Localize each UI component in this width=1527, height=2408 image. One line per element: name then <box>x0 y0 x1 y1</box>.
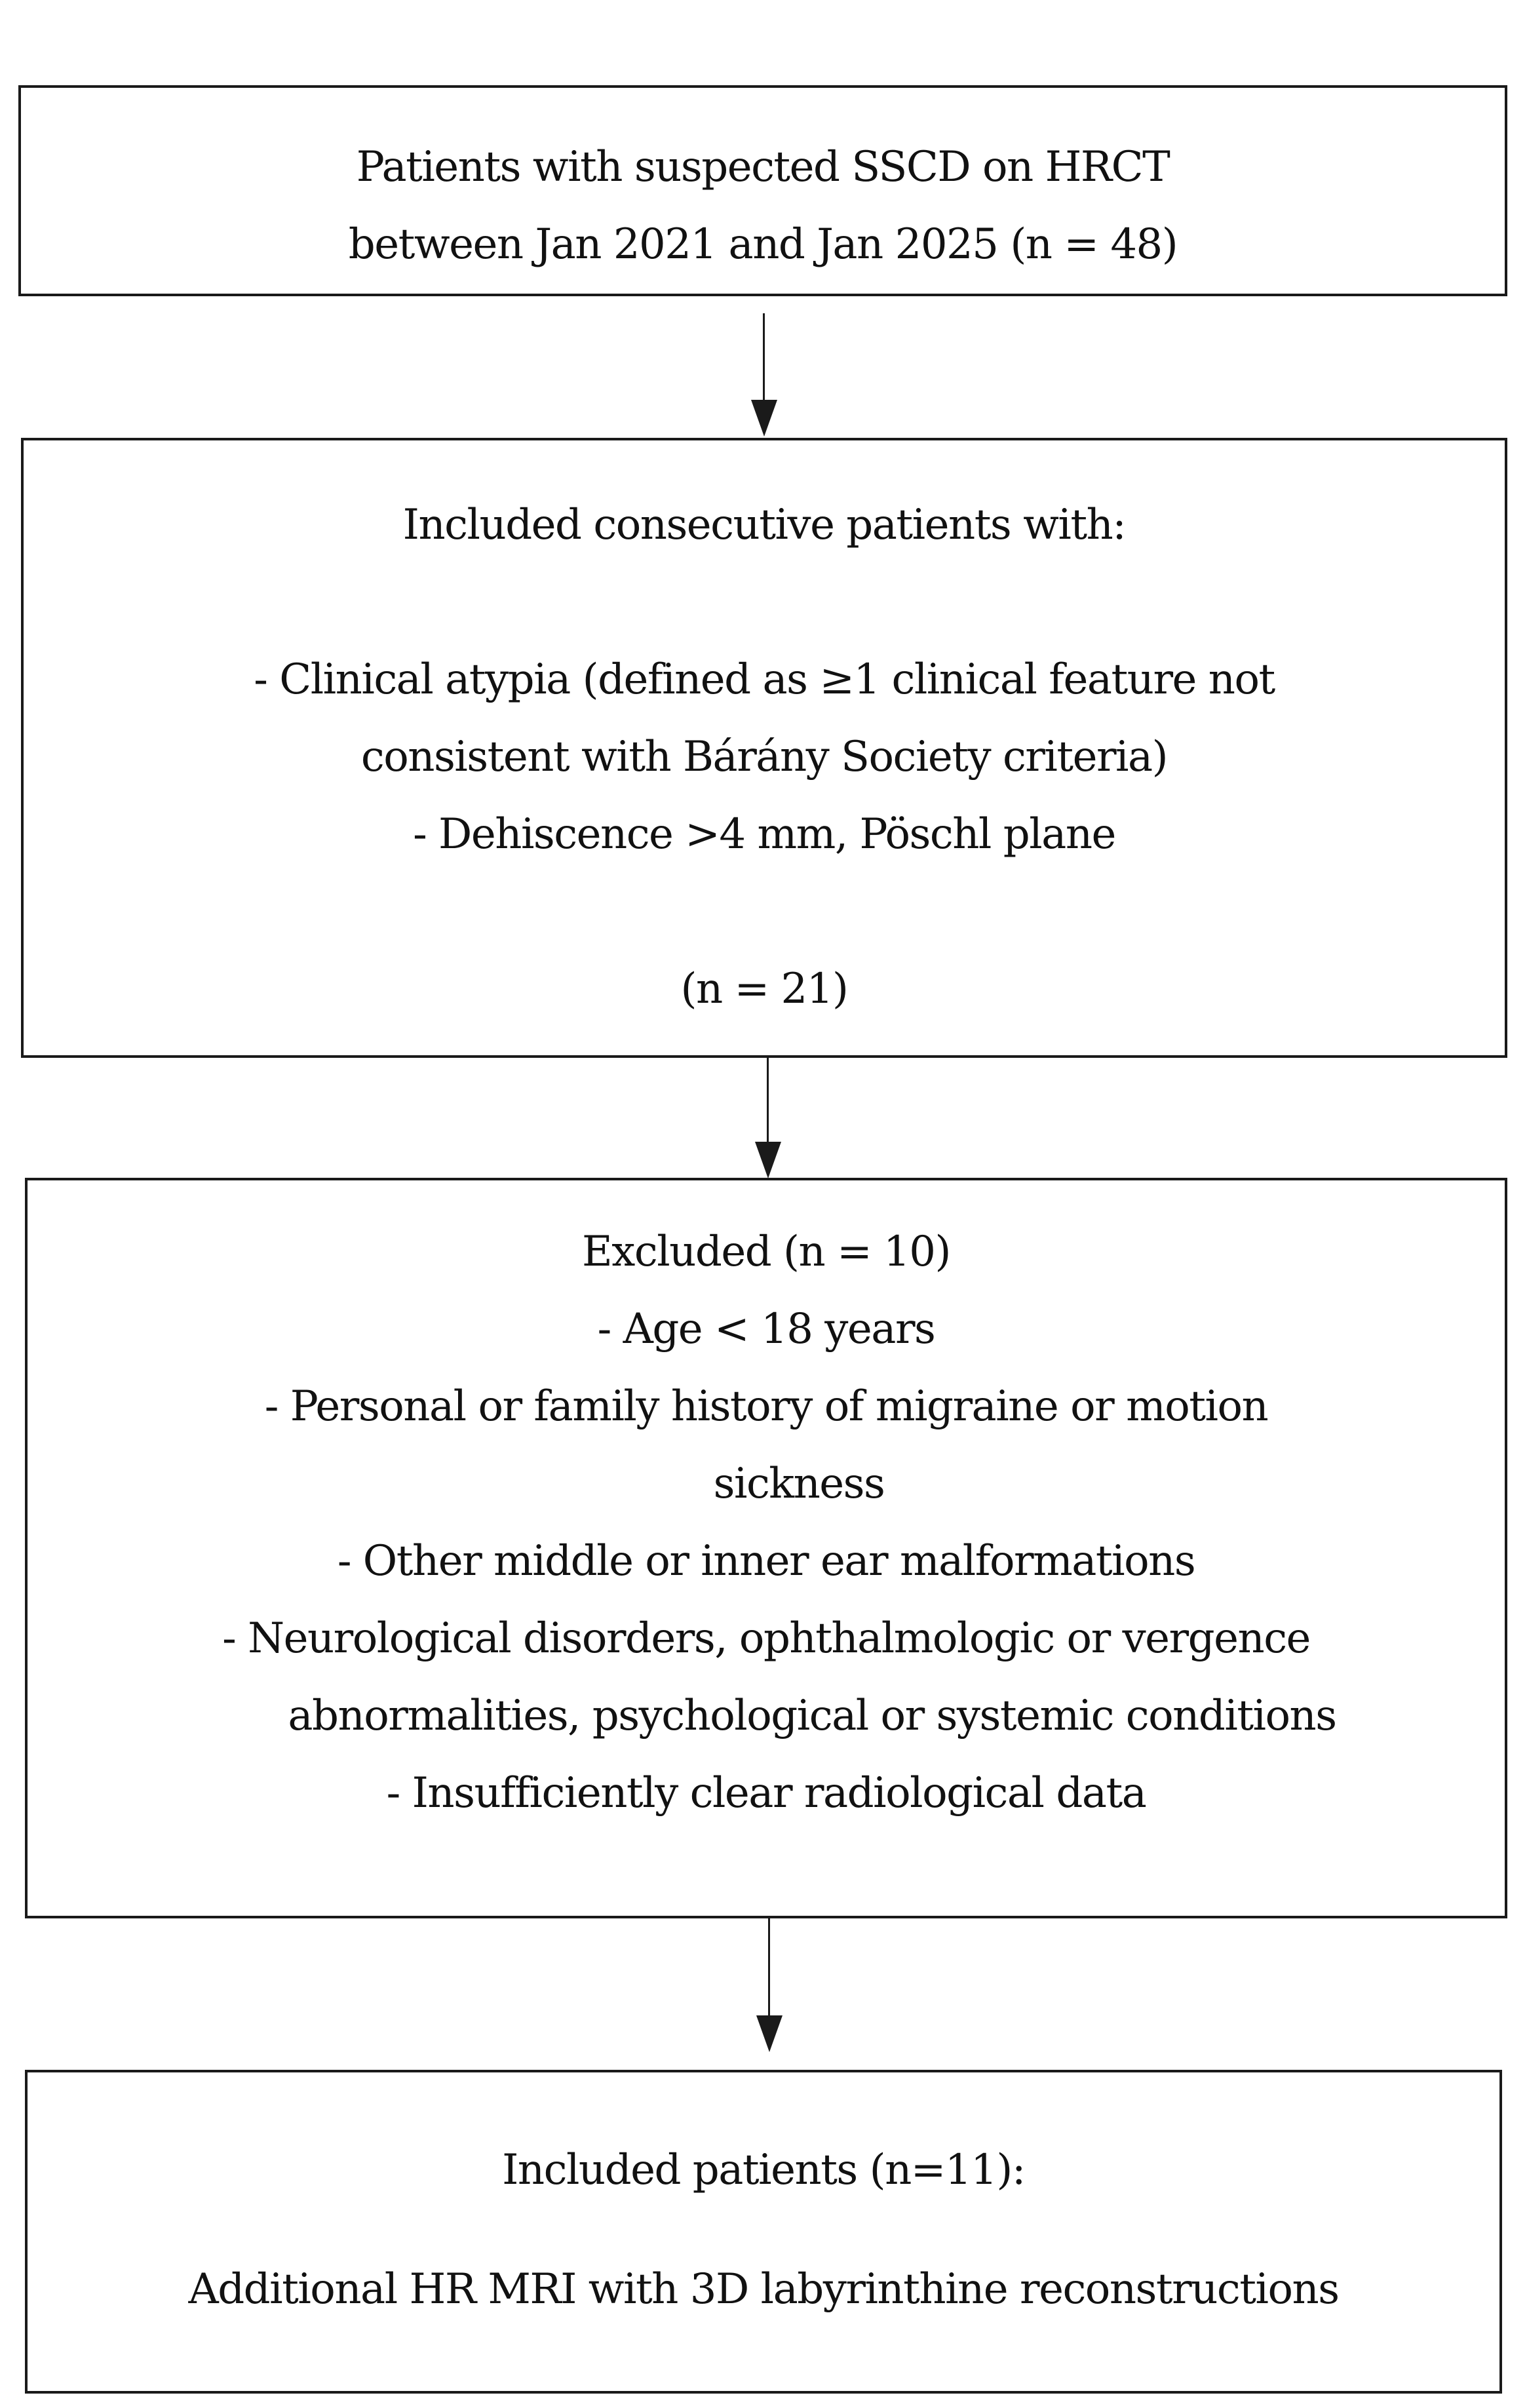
box-heading: Included patients (n=11): <box>502 2146 1025 2194</box>
box-initial-cohort <box>18 85 1507 296</box>
spacer <box>24 873 1505 950</box>
criterion-line: sickness <box>713 1460 885 1508</box>
criterion-line: - Clinical atypia (defined as ≥1 clinical feature not <box>254 655 1275 704</box>
arrow-shaft <box>767 1058 769 1150</box>
arrow-shaft <box>763 313 765 405</box>
arrow-head <box>751 400 777 437</box>
arrow-head <box>755 1142 781 1178</box>
arrow-down-icon <box>755 1058 781 1178</box>
box-text-line: Patients with suspected SSCD on HRCT <box>356 143 1170 191</box>
box-text-line: between Jan 2021 and Jan 2025 (n = 48) <box>348 220 1178 269</box>
box-text-line: Additional HR MRI with 3D labyrinthine reconstructions <box>188 2265 1339 2314</box>
criterion-line: - Dehiscence >4 mm, Pöschl plane <box>413 810 1115 859</box>
box-heading: Included consecutive patients with: <box>402 501 1126 549</box>
criterion-line: consistent with Bárány Society criteria) <box>360 733 1168 781</box>
count-label: (n = 21) <box>680 965 848 1013</box>
criterion-line: - Age < 18 years <box>597 1305 935 1353</box>
arrow-shaft <box>768 1918 770 2023</box>
arrow-down-icon <box>756 1918 783 2052</box>
criterion-line: - Personal or family history of migraine or motion <box>264 1382 1268 1431</box>
arrow-down-icon <box>751 313 777 437</box>
arrow-head <box>756 2015 783 2052</box>
criterion-line: - Other middle or inner ear malformations <box>337 1537 1195 1585</box>
spacer <box>28 2209 1499 2251</box>
criterion-line: abnormalities, psychological or systemic conditions <box>288 1692 1336 1740</box>
box-heading: Excluded (n = 10) <box>582 1228 950 1276</box>
box-exclusion-criteria <box>25 1178 1507 1918</box>
box-final-cohort <box>25 2070 1502 2394</box>
box-inclusion-criteria <box>21 438 1507 1058</box>
criterion-line: - Neurological disorders, ophthalmologic or vergence <box>222 1614 1310 1663</box>
spacer <box>24 564 1505 641</box>
criterion-line: - Insufficiently clear radiological data <box>386 1769 1146 1817</box>
